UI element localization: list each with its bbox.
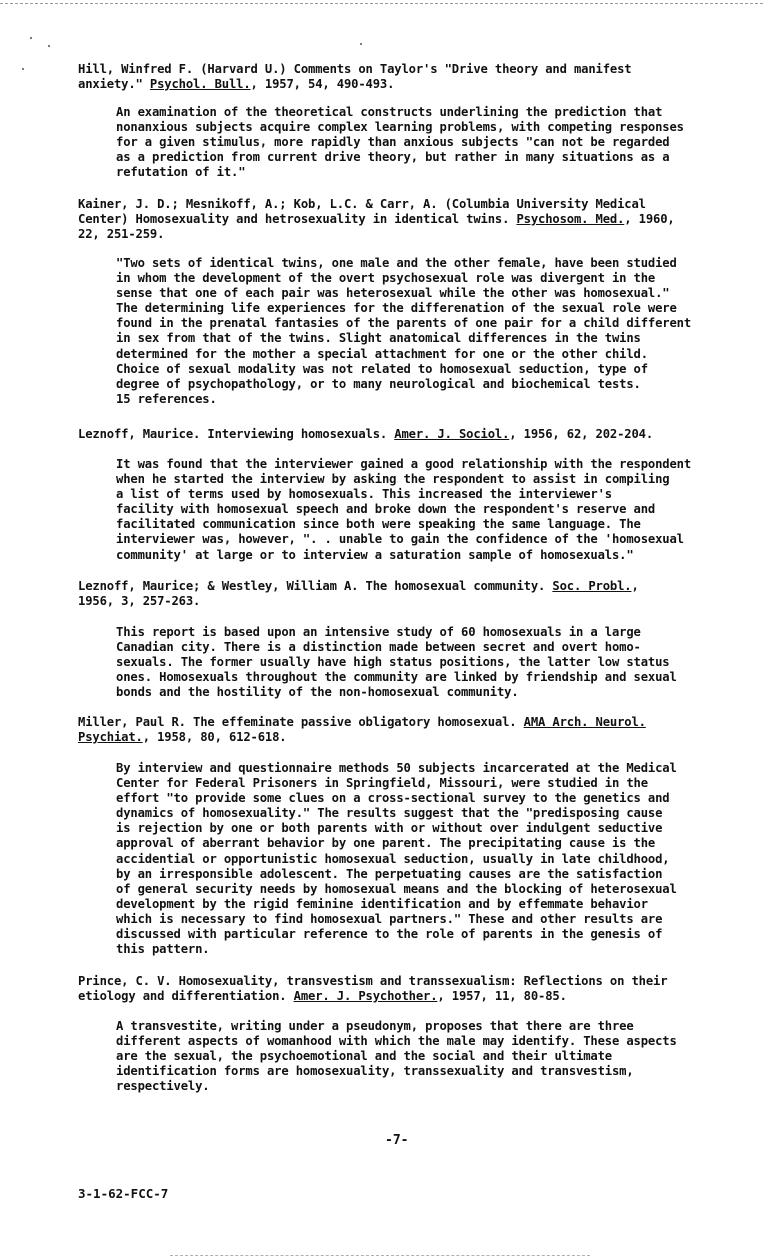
abstract: This report is based upon an intensive study of 60 homosexuals in a large Canadian city. There is a distinction made between secret and overt homo- sexuals. The former usually have high status positions, the latter low status ones. Homosexuals throughout the community are linked by friendship and sexual bonds and the hostility of the non-homosexual community. bbox=[116, 625, 677, 700]
journal-title: Amer. J. Psychother. bbox=[293, 989, 438, 1003]
bibliography-entry-leznoff bbox=[78, 427, 738, 563]
citation bbox=[78, 579, 738, 609]
abstract: "Two sets of identical twins, one male and the other female, have been studied in whom the development of the overt psychosexual role was divergent in the sense that one of each pair was heterosexual while the other was homosexual." The determining life experiences for the differenation of the sexual role were found in the prenatal fantasies of the parents of one pair for a child different in sex from that of the twins. Slight anatomical differences in the twins determined for the mother a special attachment for one or the other child. Choice of sexual modality was not related to homosexual seduction, type of degree of psychopathology, or to many neurological and biochemical tests. 15 references. bbox=[116, 256, 691, 406]
citation-text: Leznoff, Maurice; & Westley, William A. The homosexual community. bbox=[78, 579, 553, 593]
citation-details: , 1958, 80, 612-618. bbox=[142, 730, 287, 744]
bibliography-entry-prince bbox=[78, 974, 738, 1094]
citation-details: , 1960, 22, 251-259. bbox=[78, 212, 675, 241]
citation-text: Miller, Paul R. The effeminate passive obligatory homosexual. bbox=[78, 715, 524, 729]
bibliography-entry-hill bbox=[78, 62, 738, 180]
journal-title: Psychosom. Med. bbox=[516, 212, 625, 226]
bibliography-entry-kainer bbox=[78, 197, 738, 407]
journal-title: Soc. Probl. bbox=[552, 579, 632, 593]
bibliography-entry-miller bbox=[78, 715, 738, 957]
citation-text: Leznoff, Maurice. Interviewing homosexuals. bbox=[78, 427, 395, 441]
document-code: 3-1-62-FCC-7 bbox=[78, 1186, 169, 1201]
abstract: By interview and questionnaire methods 50 subjects incarcerated at the Medical Center for Federal Prisoners in Springfield, Missouri, were studied in the effort "to provide some clues on a cross-sectional survey to the genetics and dynamics of homosexuality." The results suggest that the "predisposing cause is rejection by one or both parents with or without over indulgent seductive approval of aberrant behavior by one parent. The precipitating cause is the accidential or opportunistic homosexual seduction, usually in late childhood, by an irresponsible adolescent. The perpetuating causes are the satisfaction of general security needs by homosexual means and the blocking of heterosexual development by the rigid feminine identification and by effemmate behavior which is necessary to find homosexual partners." These and other results are discussed with particular reference to the role of parents in the genesis of this pattern. bbox=[116, 761, 677, 957]
citation bbox=[78, 62, 738, 92]
scan-speck bbox=[48, 45, 50, 47]
citation-details: , 1957, 54, 490-493. bbox=[250, 77, 395, 91]
scan-speck bbox=[360, 43, 362, 45]
page-number: -7- bbox=[385, 1133, 409, 1148]
citation bbox=[78, 197, 738, 242]
top-dashed-rule bbox=[0, 3, 763, 4]
citation-details: , 1956, 62, 202-204. bbox=[509, 427, 653, 441]
journal-title: Amer. J. Sociol. bbox=[394, 427, 510, 441]
journal-title: Psychol. Bull. bbox=[149, 77, 251, 91]
bibliography-entry-leznoff-westley bbox=[78, 579, 738, 700]
bottom-dashed-rule bbox=[170, 1255, 590, 1256]
citation-text: Prince, C. V. Homosexuality, transvestism and transsexualism: Reflections on their etiology and differentiation. bbox=[78, 974, 668, 1003]
citation bbox=[78, 974, 738, 1004]
citation bbox=[78, 427, 738, 442]
scan-speck bbox=[22, 68, 24, 70]
citation-text: Kainer, J. D.; Mesnikoff, A.; Kob, L.C. & Carr, A. (Columbia University Medical Center) Homosexuality and hetrosexuality in identical twins. bbox=[78, 197, 646, 226]
abstract: It was found that the interviewer gained a good relationship with the respondent when he started the interview by asking the respondent to assist in compiling a list of terms used by homosexuals. This increased the interviewer's facility with homosexual speech and broke down the respondent's reserve and facilitated communication since both were speaking the same language. The interviewer was, however, ". . unable to gain the confidence of the 'homosexual community' at large or to interview a saturation sample of homosexuals." bbox=[116, 457, 691, 562]
abstract: A transvestite, writing under a pseudonym, proposes that there are three different aspects of womanhood with which the male may identify. These aspects are the sexual, the psychoemotional and the social and their ultimate identification forms are homosexuality, transsexuality and transvestism, respectively. bbox=[116, 1019, 677, 1094]
citation-details: , 1956, 3, 257-263. bbox=[78, 579, 639, 608]
abstract: An examination of the theoretical constructs underlining the prediction that nonanxious subjects acquire complex learning problems, with competing responses for a given stimulus, more rapidly than anxious subjects "can not be regarded as a prediction from current drive theory, but rather in many situations as a refutation of it." bbox=[116, 105, 684, 180]
citation-text: Hill, Winfred F. (Harvard U.) Comments on Taylor's "Drive theory and manifest anxiety." bbox=[78, 62, 632, 91]
journal-title: AMA Arch. Neurol. Psychiat. bbox=[78, 715, 646, 744]
citation-details: , 1957, 11, 80-85. bbox=[437, 989, 567, 1003]
scan-speck bbox=[30, 37, 32, 39]
citation bbox=[78, 715, 738, 745]
